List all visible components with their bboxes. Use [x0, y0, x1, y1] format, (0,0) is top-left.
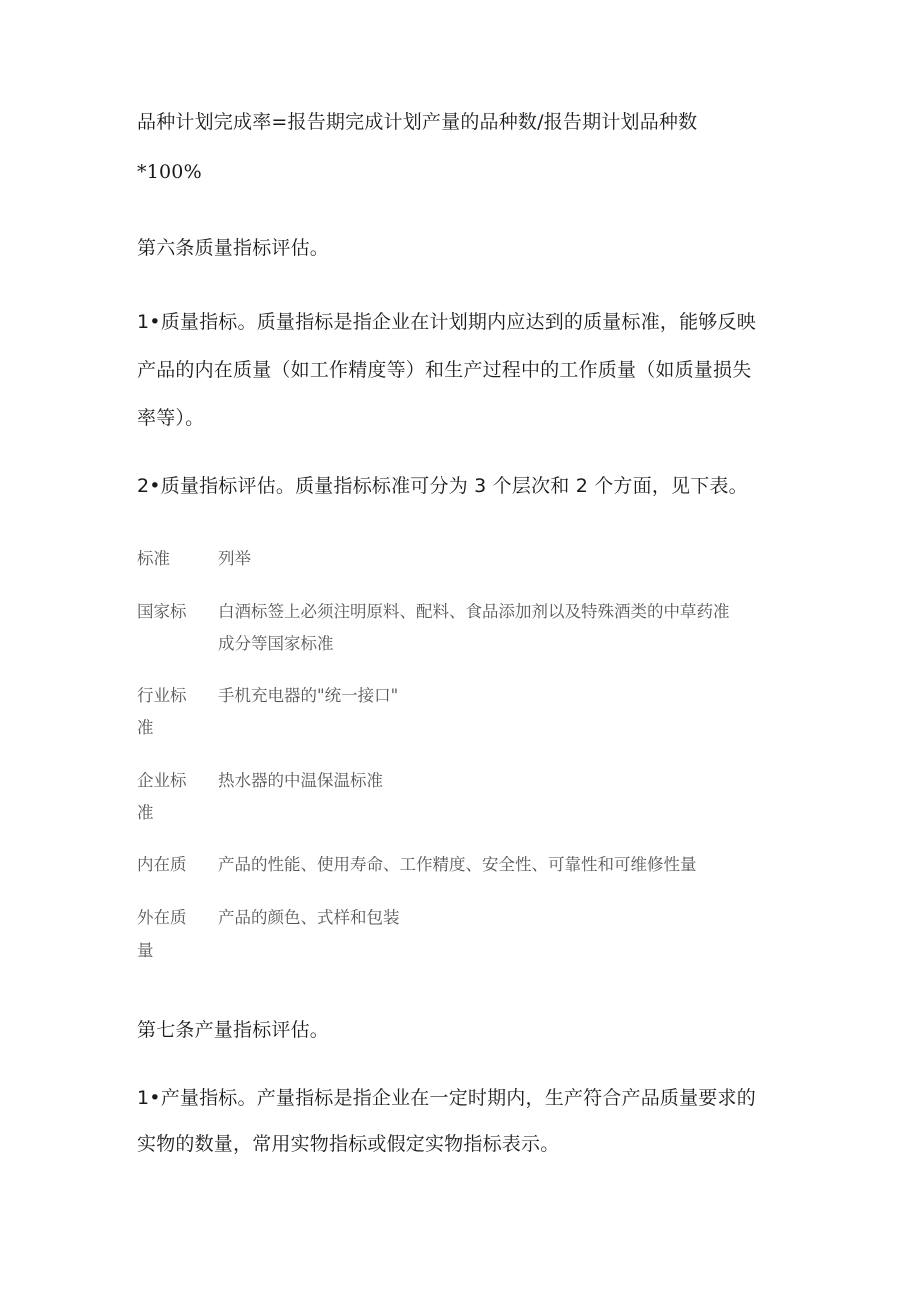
article-6-item-1-line-3: 率等）。	[137, 407, 205, 429]
article-6-item-1-line-1: 1•质量指标。质量指标是指企业在计划期内应达到的质量标准，能够反映	[137, 311, 756, 333]
table-row-2-col-1: 行业标	[137, 686, 187, 705]
table-row-3-col-2: 热水器的中温保温标准	[218, 771, 383, 790]
article-7-item-1-line-1: 1•产量指标。产量指标是指企业在一定时期内，生产符合产品质量要求的	[137, 1087, 756, 1109]
article-7-heading: 第七条产量指标评估。	[137, 1019, 330, 1041]
article-6-item-1-line-2: 产品的内在质量（如工作精度等）和生产过程中的工作质量（如质量损失	[137, 359, 752, 381]
table-row-5-col-2: 产品的颜色、式样和包装	[218, 908, 400, 927]
formula-line-1: 品种计划完成率=报告期完成计划产量的品种数/报告期计划品种数	[137, 111, 698, 133]
formula-line-2: *100%	[137, 161, 202, 183]
table-row-3-col-1-line-2: 准	[137, 803, 154, 822]
table-header-standard: 标准	[137, 549, 170, 568]
table-header-examples: 列举	[218, 549, 251, 568]
table-row-1-col-1: 国家标	[137, 602, 187, 621]
table-row-5-col-1: 外在质	[137, 908, 187, 927]
table-row-2-col-2: 手机充电器的"统一接口"	[218, 686, 399, 705]
table-row-5-col-1-line-2: 量	[137, 941, 154, 960]
table-row-4-col-1: 内在质	[137, 855, 187, 874]
table-row-2-col-1-line-2: 准	[137, 718, 154, 737]
table-row-4-col-2: 产品的性能、使用寿命、工作精度、安全性、可靠性和可维修性量	[218, 855, 697, 874]
article-6-item-2: 2•质量指标评估。质量指标标准可分为 3 个层次和 2 个方面，见下表。	[137, 475, 748, 497]
article-7-item-1-line-2: 实物的数量，常用实物指标或假定实物指标表示。	[137, 1133, 560, 1155]
table-row-1-col-2: 白酒标签上必须注明原料、配料、食品添加剂以及特殊酒类的中草药准	[218, 602, 730, 621]
table-row-3-col-1: 企业标	[137, 771, 187, 790]
article-6-heading: 第六条质量指标评估。	[137, 237, 330, 259]
table-row-1-col-2-line-2: 成分等国家标准	[218, 634, 334, 653]
